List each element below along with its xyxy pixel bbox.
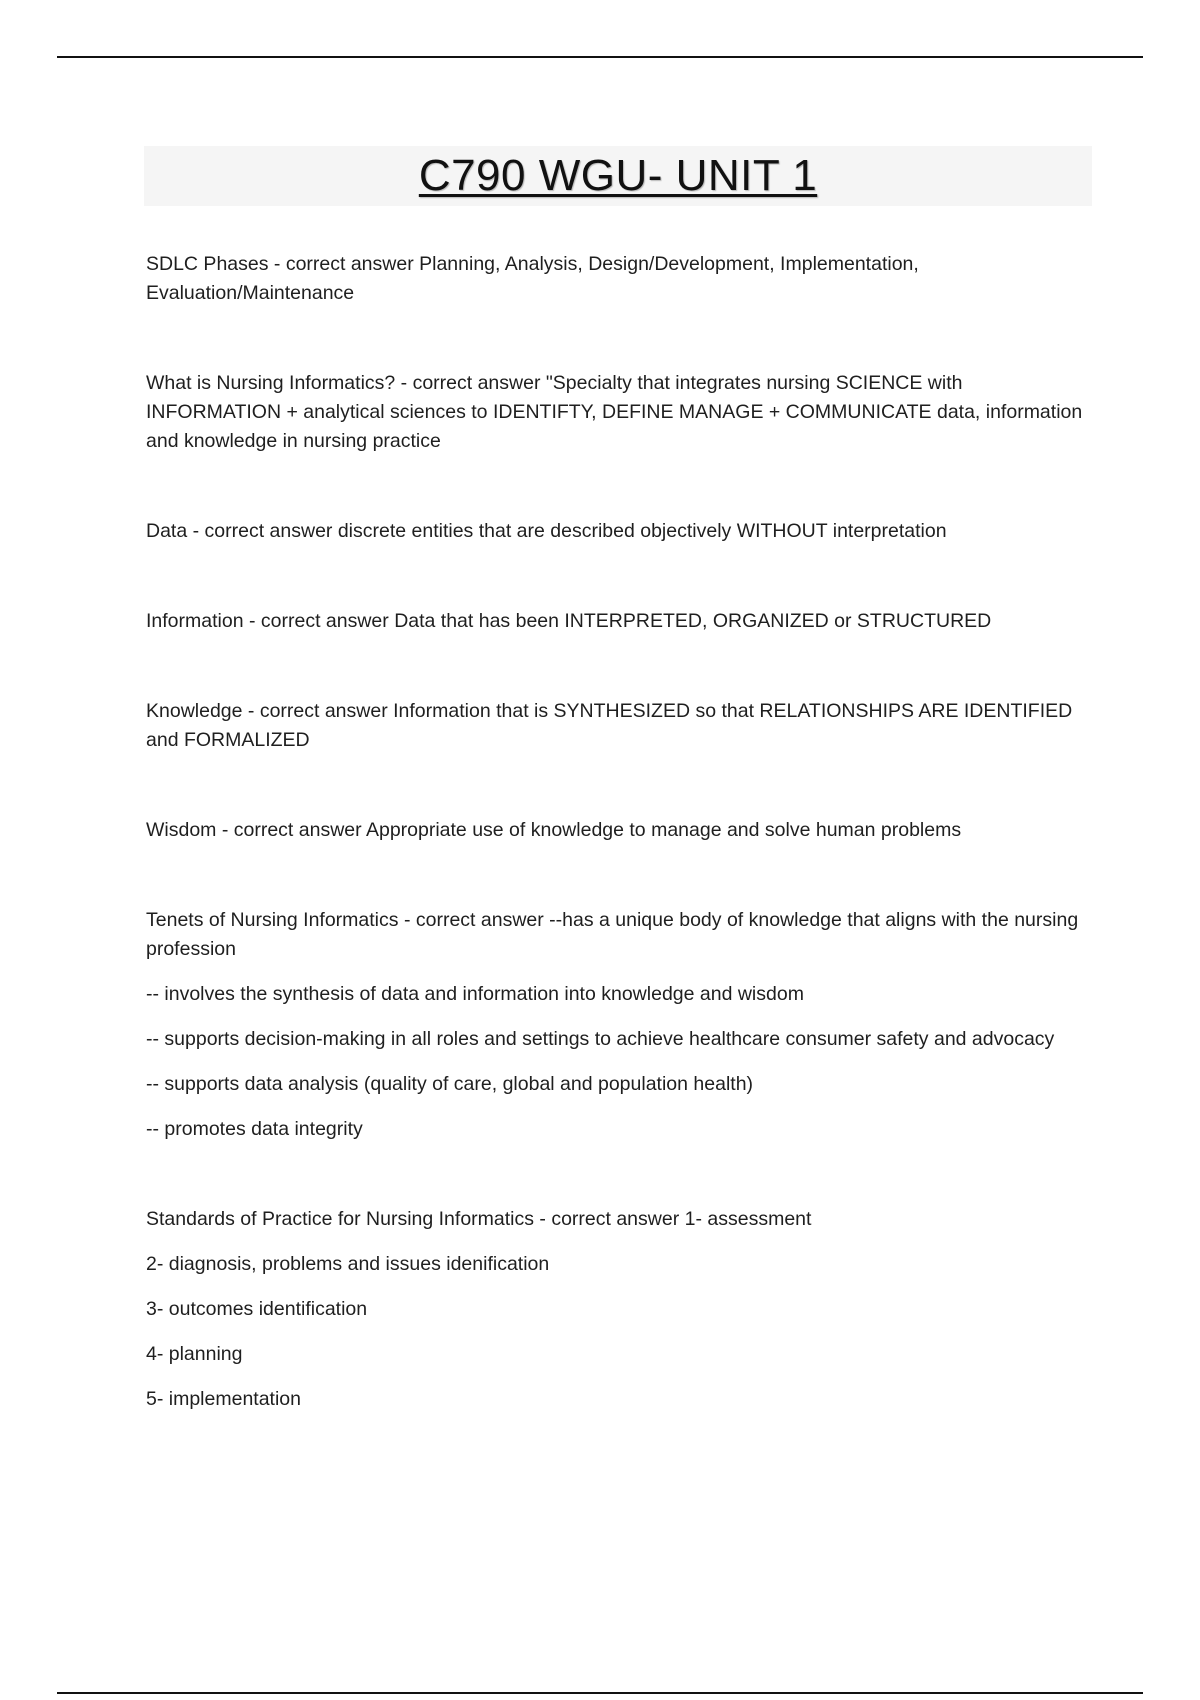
standard-line: 4- planning xyxy=(146,1343,243,1365)
standard-line: 3- outcomes identification xyxy=(146,1298,368,1320)
qa-line xyxy=(146,697,1096,755)
qa-separator: - correct answer xyxy=(268,253,420,275)
qa-term: Wisdom xyxy=(146,819,217,841)
qa-line xyxy=(146,906,1096,964)
document-title: C790 WGU- UNIT 1 xyxy=(418,151,818,200)
qa-entry xyxy=(146,607,1096,636)
top-rule xyxy=(57,56,1143,58)
standard-line: 2- diagnosis, problems and issues idenification xyxy=(146,1253,550,1275)
document-body xyxy=(146,250,1096,1475)
qa-separator: - correct answer xyxy=(187,520,338,542)
qa-term: Tenets of Nursing Informatics xyxy=(146,909,399,931)
qa-term: SDLC Phases xyxy=(146,253,269,275)
qa-answer: Information that is SYNTHESIZED so that RELATIONSHIPS ARE IDENTIFIED and FORMALIZED xyxy=(146,700,1073,751)
qa-answer: Appropriate use of knowledge to manage and solve human problems xyxy=(365,819,962,841)
qa-term: Information xyxy=(146,610,244,632)
qa-line xyxy=(146,250,1096,308)
bottom-rule xyxy=(57,1692,1143,1694)
tenet-line: -- supports decision-making in all roles and settings to achieve healthcare consumer safety and advocacy xyxy=(146,1028,1055,1050)
qa-line xyxy=(146,607,1096,636)
qa-entry xyxy=(146,1205,1096,1414)
qa-line xyxy=(146,369,1096,456)
qa-entry xyxy=(146,906,1096,1144)
qa-term: Data xyxy=(146,520,188,542)
qa-answer: Data that has been INTERPRETED, ORGANIZED or STRUCTURED xyxy=(394,610,992,632)
qa-entry xyxy=(146,369,1096,456)
tenet-line: -- supports data analysis (quality of care, global and population health) xyxy=(146,1073,754,1095)
qa-line xyxy=(146,816,1096,845)
qa-entry xyxy=(146,697,1096,755)
qa-line xyxy=(146,1205,1096,1234)
title-band xyxy=(144,146,1092,206)
qa-entry xyxy=(146,816,1096,845)
qa-answer: Planning, Analysis, Design/Development, Implementation, Evaluation/Maintenance xyxy=(146,253,919,304)
qa-term: Standards of Practice for Nursing Informatics xyxy=(146,1208,534,1230)
qa-term: What is Nursing Informatics? xyxy=(146,372,396,394)
tenet-line: -- involves the synthesis of data and information into knowledge and wisdom xyxy=(146,983,804,1005)
qa-separator: - correct answer xyxy=(216,819,366,841)
qa-answer: "Specialty that integrates nursing SCIENCE with INFORMATION + analytical sciences to IDENTIFTY, DEFINE MANAGE + COMMUNICATE data, information and knowledge in nursing practice xyxy=(146,372,1083,452)
qa-answer: 1- assessment xyxy=(684,1208,812,1230)
qa-separator: - correct answer xyxy=(534,1208,685,1230)
qa-line xyxy=(146,517,1096,546)
qa-entry xyxy=(146,250,1096,308)
qa-answer: discrete entities that are described objectively WITHOUT interpretation xyxy=(337,520,947,542)
qa-separator: - correct answer xyxy=(398,909,550,931)
qa-separator: - correct answer xyxy=(242,700,394,722)
qa-entry xyxy=(146,517,1096,546)
qa-separator: - correct answer xyxy=(243,610,395,632)
standard-line: 5- implementation xyxy=(146,1388,301,1410)
qa-separator: - correct answer xyxy=(395,372,546,394)
qa-term: Knowledge xyxy=(146,700,243,722)
qa-answer: --has a unique body of knowledge that aligns with the nursing profession xyxy=(146,909,1079,960)
tenet-line: -- promotes data integrity xyxy=(146,1118,363,1140)
